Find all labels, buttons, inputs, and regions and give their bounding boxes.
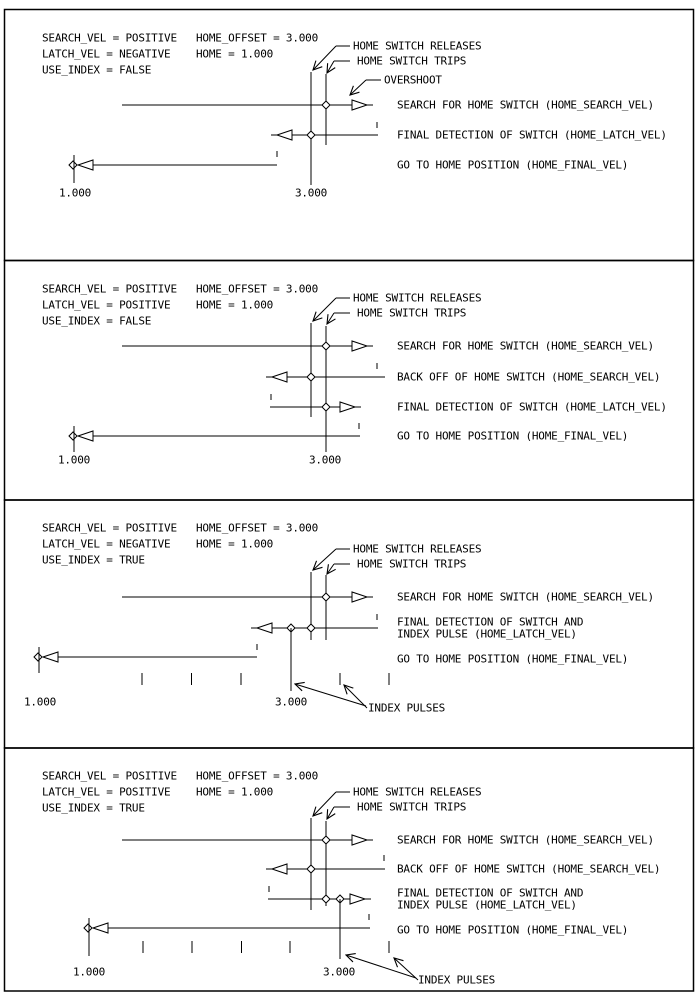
- index-pulses-leader: [394, 958, 418, 980]
- index-pulses-leader: [344, 685, 367, 708]
- step-label-latch-line2: INDEX PULSE (HOME_LATCH_VEL): [397, 898, 577, 912]
- position-diamond: [322, 895, 330, 903]
- left-arrow-icon: [257, 623, 272, 633]
- axis-label-offset: 3.000: [308, 453, 342, 467]
- param-search-vel: SEARCH_VEL = POSITIVE: [42, 31, 177, 45]
- step-label-backoff: BACK OFF OF HOME SWITCH (HOME_SEARCH_VEL): [397, 370, 661, 384]
- param-latch-vel: LATCH_VEL = POSITIVE: [42, 785, 171, 799]
- position-diamond: [322, 101, 330, 109]
- trips-callout-leader: [327, 564, 334, 574]
- param-home-offset: HOME_OFFSET = 3.000: [196, 769, 319, 783]
- position-diamond: [322, 403, 330, 411]
- param-use-index: USE_INDEX = TRUE: [42, 801, 145, 815]
- callout-releases: HOME SWITCH RELEASES: [353, 291, 482, 305]
- position-diamond: [34, 653, 42, 661]
- trips-callout-leader: [327, 61, 334, 73]
- callout-trips: HOME SWITCH TRIPS: [357, 557, 467, 571]
- right-arrow-icon: [340, 402, 355, 412]
- releases-callout-leader: [313, 792, 336, 816]
- callout-trips: HOME SWITCH TRIPS: [357, 54, 467, 68]
- param-home: HOME = 1.000: [196, 785, 274, 799]
- step-label-latch: FINAL DETECTION OF SWITCH (HOME_LATCH_VEL): [397, 400, 667, 414]
- left-arrow-icon: [78, 431, 93, 441]
- axis-label-offset: 3.000: [294, 186, 328, 200]
- param-use-index: USE_INDEX = TRUE: [42, 553, 145, 567]
- right-arrow-icon: [352, 341, 367, 351]
- axis-label-offset: 3.000: [274, 695, 308, 709]
- step-label-final: GO TO HOME POSITION (HOME_FINAL_VEL): [397, 429, 629, 443]
- callout-trips: HOME SWITCH TRIPS: [357, 800, 467, 814]
- param-home-offset: HOME_OFFSET = 3.000: [196, 521, 319, 535]
- left-arrow-icon: [43, 652, 58, 662]
- step-label-search: SEARCH FOR HOME SWITCH (HOME_SEARCH_VEL): [397, 98, 654, 112]
- callout-trips: HOME SWITCH TRIPS: [357, 306, 467, 320]
- param-search-vel: SEARCH_VEL = POSITIVE: [42, 769, 177, 783]
- releases-callout-leader: [313, 298, 336, 321]
- left-arrow-icon: [272, 372, 287, 382]
- param-search-vel: SEARCH_VEL = POSITIVE: [42, 282, 177, 296]
- position-diamond: [69, 432, 77, 440]
- left-arrow-icon: [78, 160, 93, 170]
- position-diamond: [307, 624, 315, 632]
- callout-overshoot: OVERSHOOT: [384, 73, 442, 87]
- right-arrow-icon: [352, 592, 367, 602]
- position-diamond: [322, 342, 330, 350]
- axis-label-home: 1.000: [72, 965, 106, 979]
- releases-callout-leader: [313, 46, 336, 70]
- param-use-index: USE_INDEX = FALSE: [42, 63, 152, 77]
- param-use-index: USE_INDEX = FALSE: [42, 314, 152, 328]
- index-pulses-label: INDEX PULSES: [368, 701, 446, 715]
- axis-label-home: 1.000: [23, 695, 57, 709]
- callout-releases: HOME SWITCH RELEASES: [353, 39, 482, 53]
- right-arrow-icon: [352, 100, 367, 110]
- callout-releases: HOME SWITCH RELEASES: [353, 542, 482, 556]
- step-label-latch-line2: INDEX PULSE (HOME_LATCH_VEL): [397, 627, 577, 641]
- axis-label-offset: 3.000: [322, 965, 356, 979]
- index-pulses-label: INDEX PULSES: [418, 973, 496, 987]
- trips-callout-leader: [327, 807, 334, 819]
- param-home: HOME = 1.000: [196, 298, 274, 312]
- step-label-search: SEARCH FOR HOME SWITCH (HOME_SEARCH_VEL): [397, 590, 654, 604]
- right-arrow-icon: [350, 894, 365, 904]
- position-diamond: [69, 161, 77, 169]
- position-diamond: [84, 924, 92, 932]
- trips-callout-leader: [327, 313, 334, 324]
- param-home-offset: HOME_OFFSET = 3.000: [196, 31, 319, 45]
- step-label-final: GO TO HOME POSITION (HOME_FINAL_VEL): [397, 652, 629, 666]
- right-arrow-icon: [352, 835, 367, 845]
- overshoot-callout-leader: [350, 80, 366, 95]
- step-label-final: GO TO HOME POSITION (HOME_FINAL_VEL): [397, 158, 629, 172]
- param-search-vel: SEARCH_VEL = POSITIVE: [42, 521, 177, 535]
- param-home: HOME = 1.000: [196, 47, 274, 61]
- axis-label-home: 1.000: [57, 453, 91, 467]
- left-arrow-icon: [93, 923, 108, 933]
- index-pulses-leader: [346, 955, 416, 978]
- position-diamond: [307, 865, 315, 873]
- step-label-latch-line1: FINAL DETECTION OF SWITCH AND: [397, 615, 584, 629]
- callout-releases: HOME SWITCH RELEASES: [353, 785, 482, 799]
- step-label-latch: FINAL DETECTION OF SWITCH (HOME_LATCH_VEL): [397, 128, 667, 142]
- step-label-backoff: BACK OFF OF HOME SWITCH (HOME_SEARCH_VEL): [397, 862, 661, 876]
- axis-label-home: 1.000: [58, 186, 92, 200]
- position-diamond: [322, 593, 330, 601]
- param-latch-vel: LATCH_VEL = NEGATIVE: [42, 47, 171, 61]
- param-latch-vel: LATCH_VEL = NEGATIVE: [42, 537, 171, 551]
- param-home-offset: HOME_OFFSET = 3.000: [196, 282, 319, 296]
- param-home: HOME = 1.000: [196, 537, 274, 551]
- left-arrow-icon: [272, 864, 287, 874]
- step-label-final: GO TO HOME POSITION (HOME_FINAL_VEL): [397, 923, 629, 937]
- position-diamond: [322, 836, 330, 844]
- step-label-search: SEARCH FOR HOME SWITCH (HOME_SEARCH_VEL): [397, 833, 654, 847]
- step-label-search: SEARCH FOR HOME SWITCH (HOME_SEARCH_VEL): [397, 339, 654, 353]
- left-arrow-icon: [277, 130, 292, 140]
- param-latch-vel: LATCH_VEL = POSITIVE: [42, 298, 171, 312]
- position-diamond: [307, 373, 315, 381]
- position-diamond: [307, 131, 315, 139]
- step-label-latch-line1: FINAL DETECTION OF SWITCH AND: [397, 886, 584, 900]
